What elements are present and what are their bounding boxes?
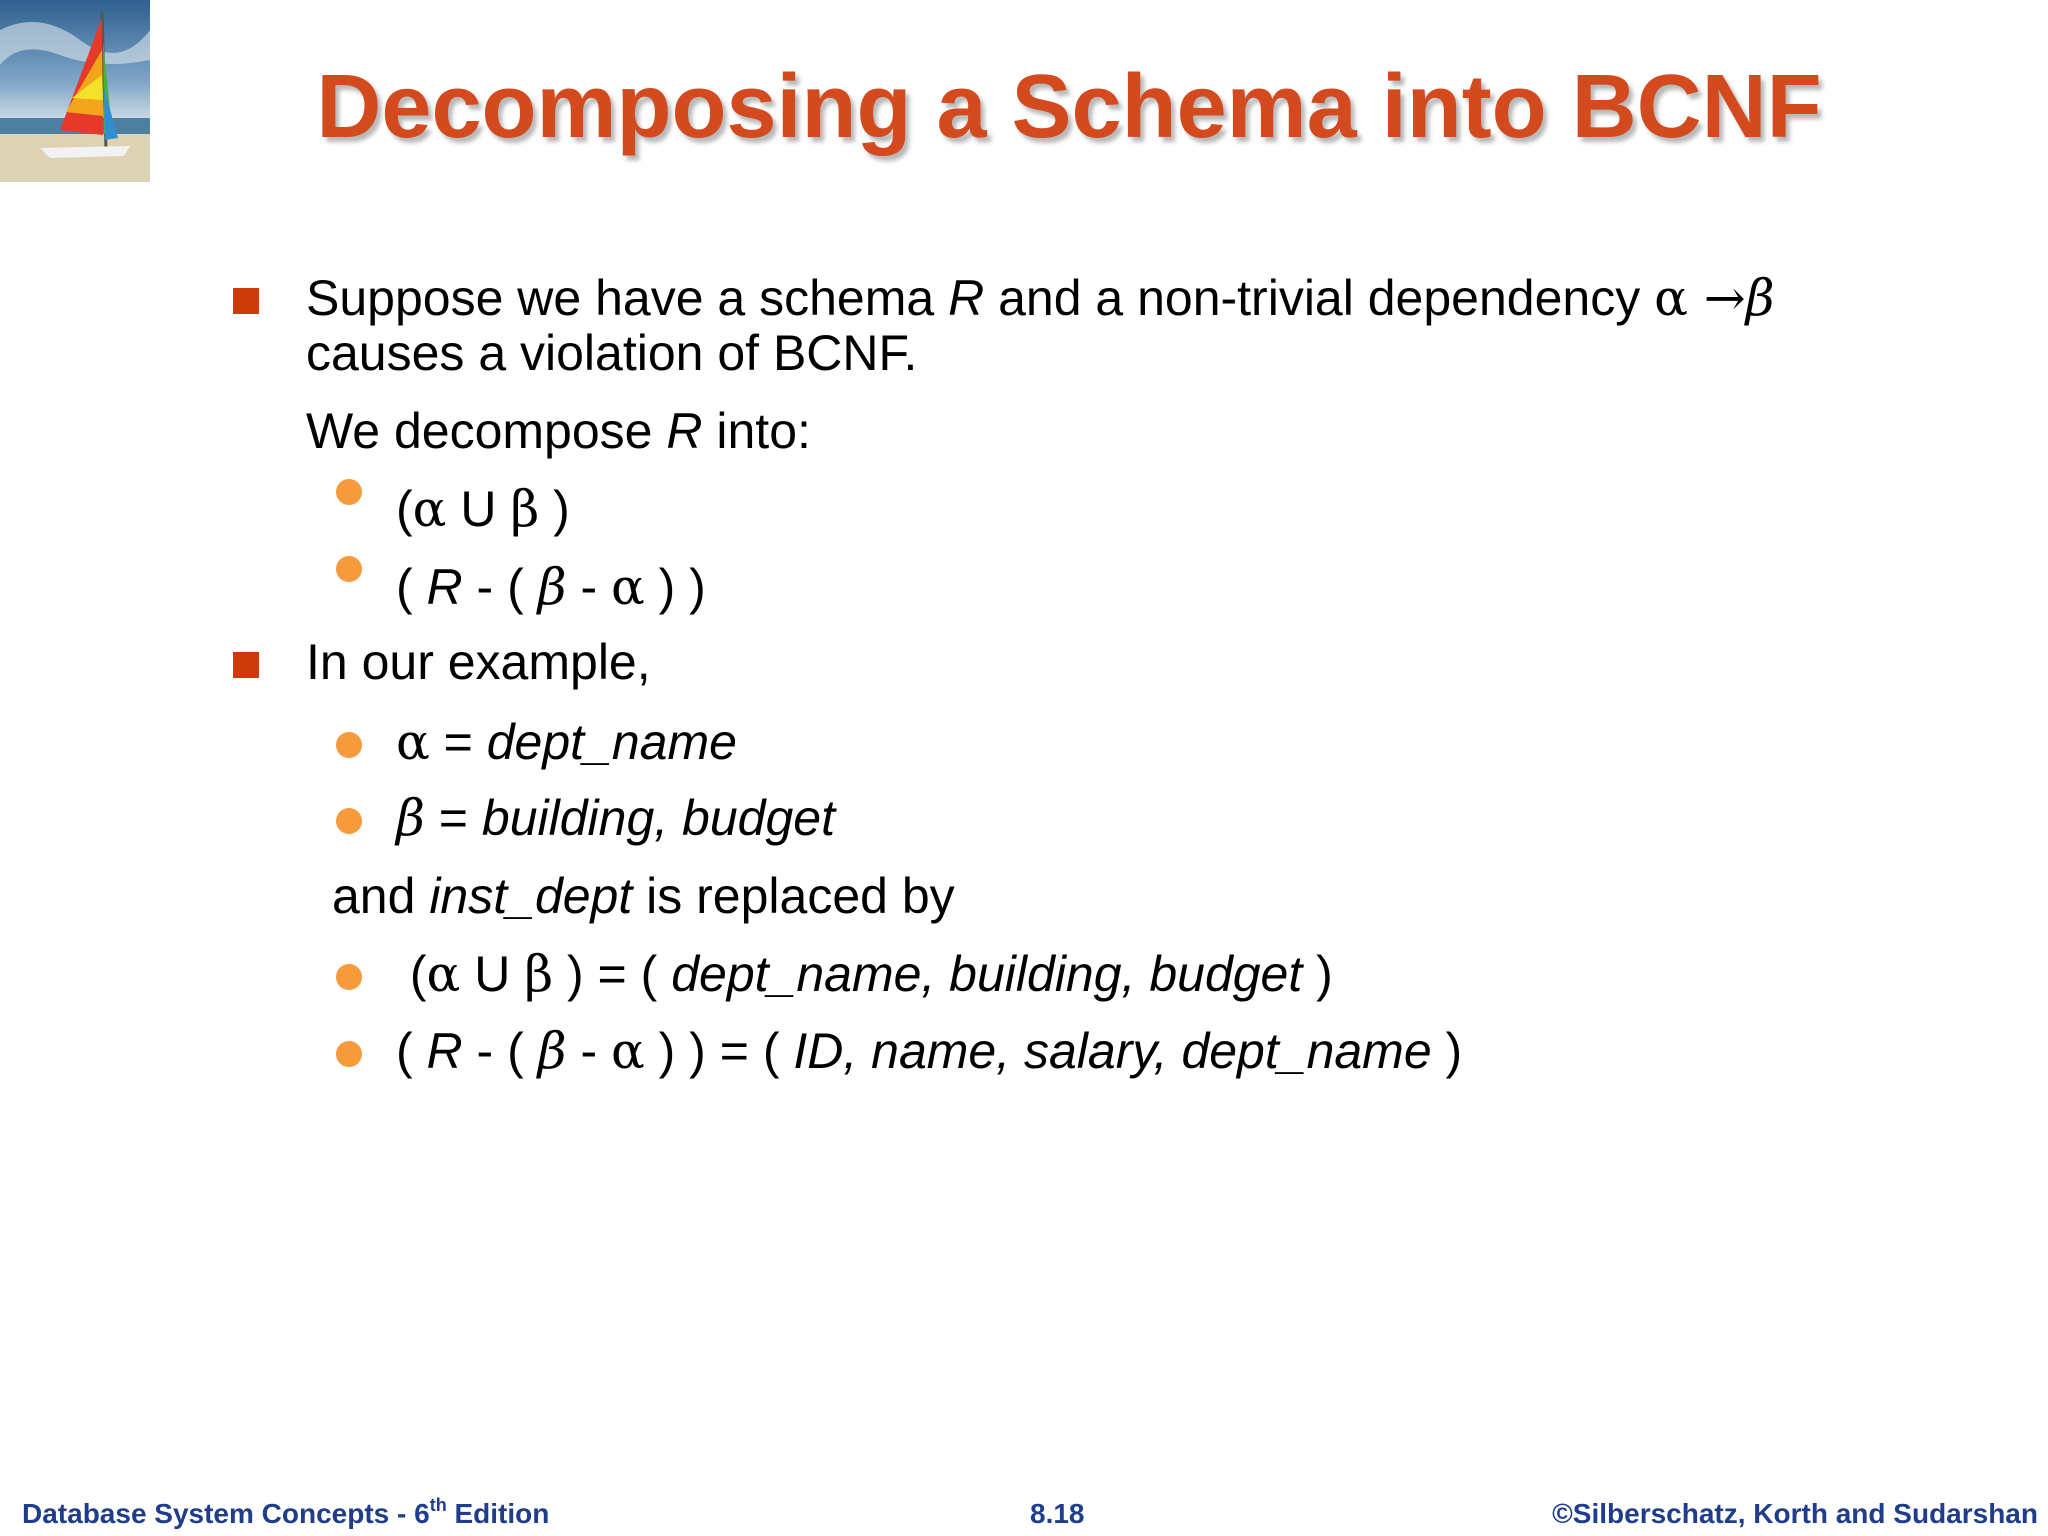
example-alpha: α = dept_name [396, 713, 737, 771]
round-bullet [336, 808, 362, 834]
decompose-item-difference: ( R - ( β - α ) ) [396, 558, 706, 616]
bullet-schema-violation: Suppose we have a schema R and a non-trivial dependency α →β [306, 269, 1775, 327]
round-bullet [336, 732, 362, 758]
replaced-text: and inst_dept is replaced by [332, 868, 955, 924]
footer-copyright: ©Silberschatz, Korth and Sudarshan [1552, 1498, 2038, 1529]
square-bullet [233, 652, 259, 678]
round-bullet [336, 479, 362, 505]
round-bullet [336, 964, 362, 990]
round-bullet [336, 1041, 362, 1067]
round-bullet [336, 556, 362, 582]
replacement-union: (α U β ) = ( dept_name, building, budget ) [396, 945, 1333, 1003]
bullet-example: In our example, [306, 634, 651, 690]
decompose-item-union: (α U β ) [396, 480, 570, 538]
footer-book-title: Database System Concepts - 6th Edition [22, 1495, 550, 1529]
footer-slide-number: 8.18 [1030, 1498, 1085, 1529]
slide-title: Decomposing a Schema into BCNF [316, 57, 1822, 157]
bullet-schema-violation-line2: causes a violation of BCNF. [306, 325, 918, 381]
decompose-text: We decompose R into: [306, 403, 811, 459]
square-bullet [233, 288, 259, 314]
replacement-difference: ( R - ( β - α ) ) = ( ID, name, salary, dept_name ) [396, 1022, 1463, 1080]
example-beta: β = building, budget [396, 789, 835, 847]
